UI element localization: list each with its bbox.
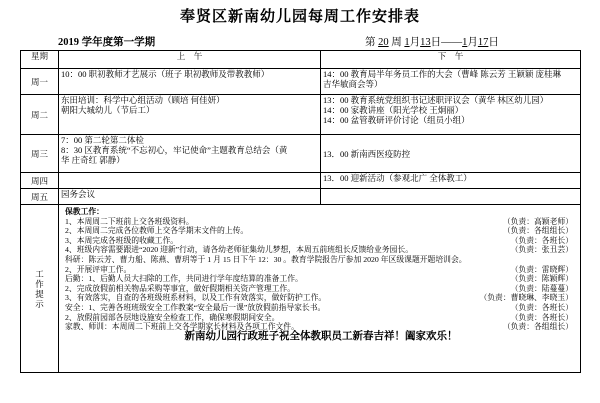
note-line: 保教工作： — [65, 207, 104, 216]
wed-pm: 13．00 新南西医疫防控 — [321, 135, 581, 173]
notes-label: 工 作 提 示 — [21, 205, 59, 373]
header-am: 上 午 — [59, 51, 321, 69]
fri-am: 园务会议 — [59, 189, 321, 205]
thu-pm: 13．00 迎新活动（参观北广 全体教工） — [321, 173, 581, 189]
tue-pm: 13：00 教育系统党组织书记述职评议会（黄华 林区幼儿园） 14：00 家教讲座（阳光学校 王炯丽） 14：00 盆管教研评价讨论（组员小组） — [321, 95, 581, 135]
wed-am: 7：00 第二轮第二体检 8：30 区教育系统“不忘初心，牢记使命”主题教育总结会（黄 华 庄奇红 郭静） — [59, 135, 321, 173]
note-line: 1、本周周二下班前上交各班级资料。 （负责：高颖老师） — [65, 216, 573, 226]
day-thu: 周四 — [21, 173, 59, 189]
greeting-footer: 新南幼儿园行政班子祝全体教职员工新春吉祥！阖家欢乐！ — [184, 330, 458, 342]
thu-am — [59, 173, 321, 189]
page-title: 奉贤区新南幼儿园每周工作安排表 — [179, 7, 420, 25]
note-line: 4、班级内容需要跟进“2020 迎新”行动，请各幼老师征集幼儿梦想，本周五前班组长反馈给业务园长。 （负责：张丑芸） — [65, 245, 573, 255]
semester-label: 2019 学年度第一学期 — [58, 37, 156, 48]
week-number: 20 — [378, 37, 389, 48]
fri-pm — [321, 189, 581, 205]
note-line: 安全：1、完善各班班级安全工作教案“安全最后一课”放放假前指导家长书。 （负责：各班长） — [65, 302, 573, 312]
schedule-table — [20, 50, 581, 373]
week-range: 第 20 周 1月13日——1月17日 — [365, 37, 499, 48]
day-mon: 周一 — [21, 69, 59, 95]
note-line: 后勤：1、后勤人员大扫除的工作，共同进行学年度结算的准备工作。 （负责：陈颖辉） — [65, 274, 573, 284]
day-fri: 周五 — [21, 189, 59, 205]
header-pm: 下 午 — [321, 51, 581, 69]
note-line: 3、有效落实，自查的各班级班系材料，以及工作有效落实，做好防护工作。 （负责：曹晓琳、李晓玉） — [65, 293, 573, 303]
note-line: 2、开展评审工作。 （负责：雷晓辉） — [65, 264, 573, 274]
notes-cell — [59, 205, 581, 373]
note-line: 2、本周周二完成各位教师上交各学期末文件的上传。 （负责：各组组长） — [65, 226, 573, 236]
mon-pm: 14：00 教育局半年务员工作的大会（曹峰 陈云芳 王颖颖 庞桂琳 吉华敏商会等） — [321, 69, 581, 95]
day-tue: 周二 — [21, 95, 59, 135]
tue-am: 东田培训：科学中心组活动（顾培 何佳妍） 朝阳大城幼儿（节后工） — [59, 95, 321, 135]
note-line: 3、本周完成各班级的收藏工作。 （负责：各班长） — [65, 235, 573, 245]
day-wed: 周三 — [21, 135, 59, 173]
mon-am: 10：00 职初教师才艺展示（班子 职初教师及带教教师） — [59, 69, 321, 95]
note-line: 2、完成放假前相关物品采购等事宜，做好假期相关资产管理工作。 （负责：陆蔓蔓） — [65, 283, 573, 293]
header-day: 星期 — [21, 51, 59, 69]
note-line: 家教、师训：本周周二下班前上交各学期家长材料及各项工作文件。 （负责：各组组长） — [65, 322, 573, 332]
note-line: 2、放假前园部各层地设施安全检查工作，确保寒假期间安全。 （负责：各班长） — [65, 312, 573, 322]
note-line: 科研：陈云芳、曹力船、陈燕、曹玥等于 1 月 15 日下午 12：30 。教育学院报告厅参加 2020 年区级课题开题培训会。 — [65, 254, 467, 264]
